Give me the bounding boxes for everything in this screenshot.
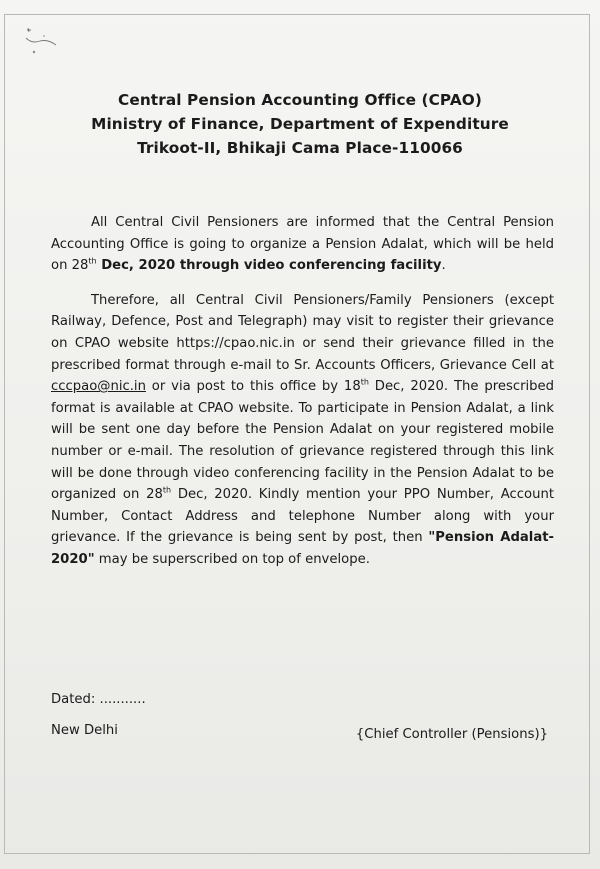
para2-text-a: Therefore, all Central Civil Pensioners/Family Pensioners (except Railway, Defence, Post and Telegraph) may visit to register their grievance on CPAO website https://cpao.nic.in or send their grievance filled in the prescribed format through e-mail to Sr. Accounts Officers, Grievance Cell at	[51, 292, 554, 373]
email-link[interactable]: cccpao@nic.in	[51, 379, 146, 395]
para2-text-d: Dec, 2020. Kindly mention your PPO Number, Account Number, Contact Address and telephone Number along with your grievance. If the grievance is being sent by post, then	[51, 487, 555, 546]
para2-text-c: Dec, 2020. The prescribed format is available at CPAO website. To participate in Pension Adalat, a link will be sent one day before the Pension Adalat on your registered mobile number or e-mail. The resolution of grievance registered through this link will be done through video conferencing facility in the Pension Adalat to be organized on 28	[51, 379, 555, 503]
heading-ministry: Ministry of Finance, Department of Expenditure	[91, 115, 509, 133]
para2-text-f: may be superscribed on top of envelope.	[94, 551, 370, 567]
paragraph-instructions	[51, 290, 554, 571]
heading-address: Trikoot-II, Bhikaji Cama Place-110066	[137, 139, 463, 157]
para2-ordinal-c: th	[162, 485, 172, 495]
para2-ordinal-b: th	[360, 377, 369, 387]
office-heading	[0, 88, 600, 160]
para1-text: All Central Civil Pensioners are informed that the Central Pension Accounting Office is going to organize a Pension Adalat, which will be held on 28	[51, 215, 554, 274]
para2-envelope-label: "Pension Adalat-2020"	[51, 530, 554, 567]
para1-emphasis: Dec, 2020 through video conferencing facility	[96, 258, 442, 274]
handwritten-mark-icon	[22, 24, 62, 58]
signatory-line: {Chief Controller (Pensions)}	[355, 727, 548, 742]
dated-line: Dated: ...........	[51, 692, 146, 707]
para1-period: .	[441, 258, 446, 274]
para2-text-b: or via post to this office by 18	[145, 379, 361, 395]
notice-body	[51, 212, 554, 584]
heading-office-name: Central Pension Accounting Office (CPAO)	[118, 91, 482, 109]
para1-ordinal: th	[88, 256, 97, 266]
place-line: New Delhi	[51, 723, 118, 738]
paragraph-announcement	[51, 212, 554, 277]
